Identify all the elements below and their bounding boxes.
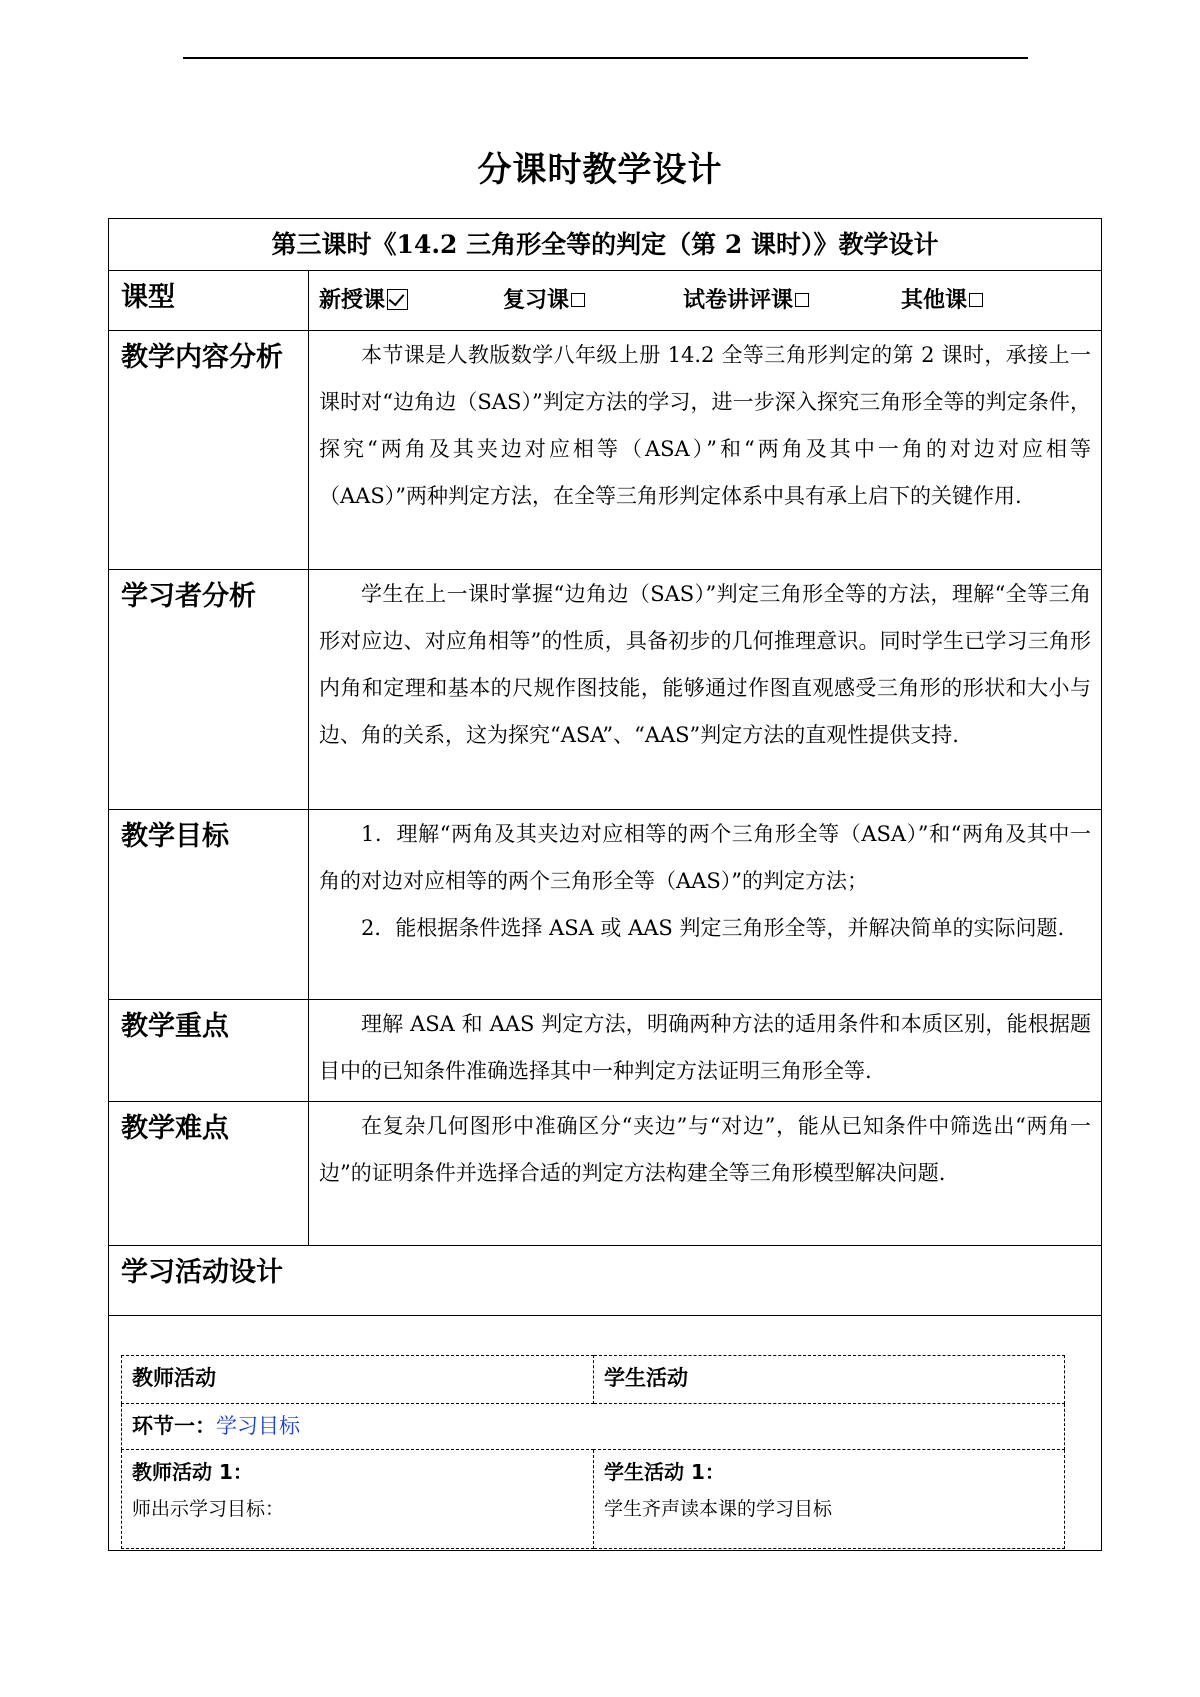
- stage-link[interactable]: 学习目标: [216, 1414, 300, 1438]
- option-new-lesson[interactable]: 新授课: [319, 283, 503, 314]
- checkbox-empty-icon[interactable]: [795, 293, 809, 307]
- activity-table: [121, 1355, 1065, 1549]
- section-label: 教学目标: [109, 810, 309, 1000]
- stage-row: [122, 1404, 1065, 1450]
- key-points-row: [109, 1000, 1102, 1102]
- section-content: [309, 570, 1102, 810]
- checkbox-empty-icon[interactable]: [969, 293, 983, 307]
- activity-design-row: [109, 1246, 1102, 1316]
- learner-analysis-row: [109, 570, 1102, 810]
- teacher-activity-header: 教师活动: [122, 1356, 594, 1404]
- paragraph: 在复杂几何图形中准确区分“夹边”与“对边”，能从已知条件中筛选出“两角一边”的证明条件并选择合适的判定方法构建全等三角形模型解决问题.: [319, 1114, 1091, 1185]
- lesson-title-row: [109, 219, 1102, 271]
- section-content: [309, 810, 1102, 1000]
- teacher-activity-cell: [122, 1450, 594, 1549]
- student-activity-title: 学生活动 1：: [604, 1460, 725, 1484]
- stage-prefix: 环节一：: [132, 1414, 216, 1438]
- paragraph: 理解 ASA 和 AAS 判定方法，明确两种方法的适用条件和本质区别，能根据题目中的已知条件准确选择其中一种判定方法证明三角形全等.: [319, 1012, 1091, 1083]
- activity-design-label: 学习活动设计: [109, 1246, 1102, 1316]
- checkbox-empty-icon[interactable]: [571, 293, 585, 307]
- section-content: [309, 331, 1102, 570]
- paragraph: 1．理解“两角及其夹边对应相等的两个三角形全等（ASA）”和“两角及其中一角的对边对应相等的两个三角形全等（AAS）”的判定方法；: [319, 822, 1091, 893]
- checkbox-checked-icon[interactable]: [387, 289, 408, 310]
- student-activity-cell: [594, 1450, 1065, 1549]
- lesson-design-table: [108, 218, 1102, 1551]
- teacher-activity-title: 教师活动 1：: [132, 1460, 253, 1484]
- section-label: 学习者分析: [109, 570, 309, 810]
- lesson-type-row: [109, 271, 1102, 331]
- option-exam-review-lesson[interactable]: 试卷讲评课: [683, 283, 901, 314]
- section-content: [309, 1102, 1102, 1246]
- lesson-type-options: [309, 271, 1102, 331]
- option-review-lesson[interactable]: 复习课: [503, 283, 683, 314]
- section-label: 教学难点: [109, 1102, 309, 1246]
- paragraph: 本节课是人教版数学八年级上册 14.2 全等三角形判定的第 2 课时，承接上一课时对“边角边（SAS）”判定方法的学习，进一步深入探究三角形全等的判定条件，探究“两角及其夹边对应相等（ASA）”和“两角及其中一角的对边对应相等（AAS）”两种判定方法，在全等三角形判定体系中具有承上启下的关键作用.: [319, 343, 1091, 508]
- teacher-activity-text: 师出示学习目标：: [132, 1498, 285, 1520]
- page-title: 分课时教学设计: [477, 150, 723, 190]
- activity-table-row: [109, 1316, 1102, 1551]
- section-label: 教学内容分析: [109, 331, 309, 570]
- option-other-lesson[interactable]: 其他课: [901, 283, 983, 314]
- student-activity-header: 学生活动: [594, 1356, 1065, 1404]
- lesson-type-label: 课型: [109, 271, 309, 331]
- section-content: [309, 1000, 1102, 1102]
- paragraph: 2．能根据条件选择 ASA 或 AAS 判定三角形全等，并解决简单的实际问题.: [361, 916, 1065, 940]
- header-rule: [183, 57, 1028, 59]
- content-analysis-row: [109, 331, 1102, 570]
- teaching-goals-row: [109, 810, 1102, 1000]
- section-label: 教学重点: [109, 1000, 309, 1102]
- activity-table-container: [109, 1316, 1102, 1551]
- lesson-title: 第三课时《14.2 三角形全等的判定（第 2 课时）》教学设计: [109, 219, 1102, 271]
- student-activity-text: 学生齐声读本课的学习目标: [604, 1498, 833, 1520]
- difficulties-row: [109, 1102, 1102, 1246]
- paragraph: 学生在上一课时掌握“边角边（SAS）”判定三角形全等的方法，理解“全等三角形对应边、对应角相等”的性质，具备初步的几何推理意识。同时学生已学习三角形内角和定理和基本的尺规作图技能，能够通过作图直观感受三角形的形状和大小与边、角的关系，这为探究“ASA”、“AAS”判定方法的直观性提供支持.: [319, 582, 1091, 747]
